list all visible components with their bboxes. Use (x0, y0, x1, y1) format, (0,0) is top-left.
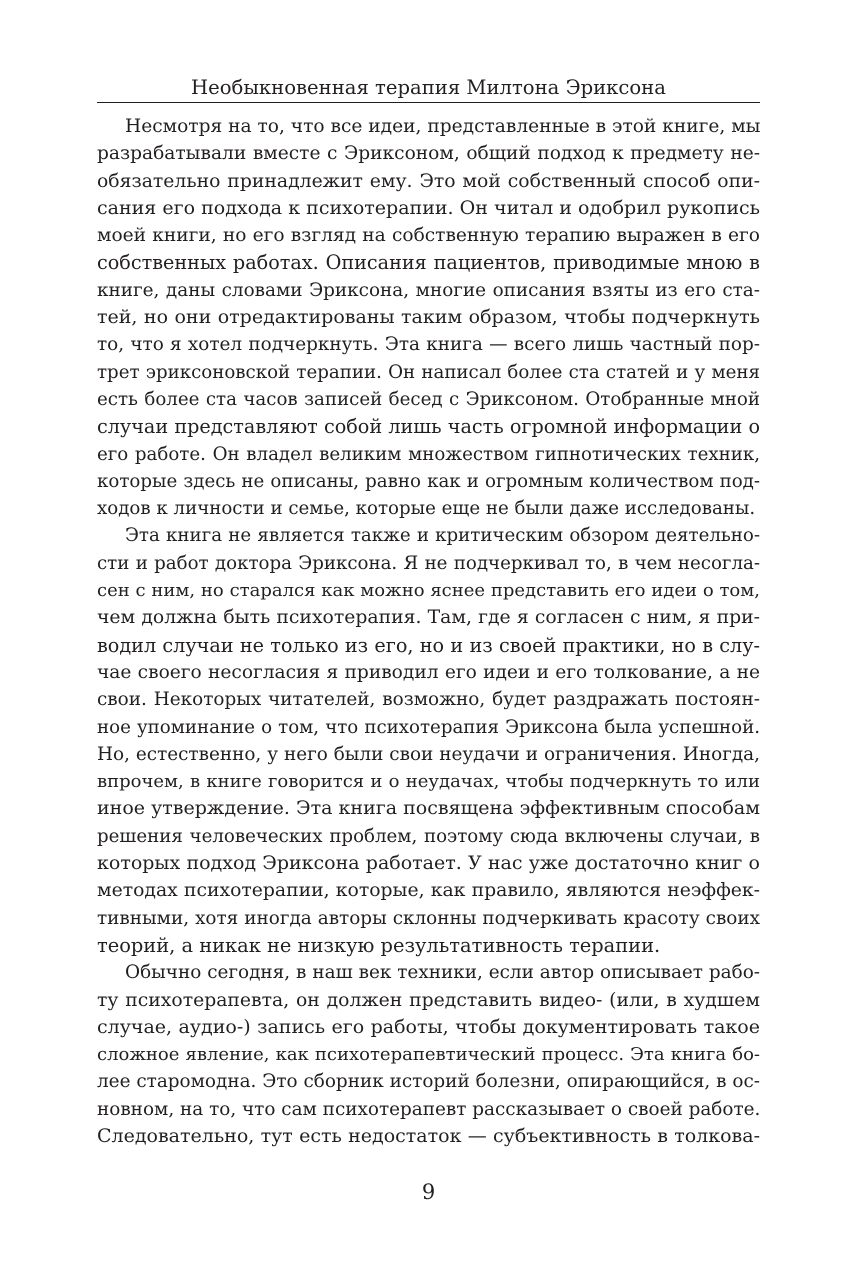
text-line: водил случаи не только из его, но и из своей практики, но в слу- (97, 633, 760, 657)
text-line: разрабатывали вместе с Эриксоном, общий подход к предмету не- (97, 143, 760, 165)
text-line: лее старомодна. Это сборник историй болезни, опирающийся, в ос- (97, 1071, 760, 1093)
text-line: новном, на то, что сам психотерапевт рассказывает о своей работе. (97, 1098, 761, 1120)
text-line: есть более ста часов записей бесед с Эриксоном. Отобранные мной (97, 388, 760, 410)
text-line: чем должна быть психотерапия. Там, где я согласен с ним, я при- (97, 607, 760, 629)
text-line: Следовательно, тут есть недостаток — субъективность в толкова- (97, 1124, 760, 1147)
text-line: сложное явление, как психотерапевтический процесс. Эта книга бо- (97, 1044, 760, 1066)
running-header-title: Необыкновенная терапия Милтона Эриксона (191, 76, 666, 99)
paragraph-3 (97, 959, 760, 1150)
text-line: чае своего несогласия я приводил его идеи и его толкование, а не (97, 661, 760, 683)
text-line: книге, даны словами Эриксона, многие описания взяты из его ста- (97, 279, 760, 301)
text-line: иное утверждение. Эта книга посвящена эффективным способам (97, 797, 760, 820)
page-number: 9 (421, 1180, 436, 1204)
header-rule (97, 102, 760, 103)
text-line: решения человеческих проблем, поэтому сюда включены случаи, в (97, 825, 760, 847)
text-line: сен с ним, но старался как можно яснее представить его идеи о том, (97, 580, 760, 602)
text-line: собственных работах. Описания пациентов, приводимые мною в (97, 251, 760, 275)
paragraph-2 (97, 522, 760, 959)
text-line: Обычно сегодня, в наш век техники, если автор описывает рабо- (125, 962, 760, 984)
text-line: тивными, хотя иногда авторы склонны подчеркивать красоту своих (97, 907, 760, 929)
text-line: трет эриксоновской терапии. Он написал более ста статей и у меня (97, 361, 760, 383)
text-line: то, что я хотел подчеркнуть. Эта книга — всего лишь частный пор- (97, 334, 760, 356)
text-line: которые здесь не описаны, равно как и огромным количеством под- (97, 470, 760, 492)
text-line: сти и работ доктора Эриксона. Я не подчеркивал то, в чем несогла- (97, 552, 760, 574)
text-line: ное упоминание о том, что психотерапия Эриксона была успешной. (97, 716, 760, 738)
paragraph-1 (97, 113, 760, 522)
text-line: Несмотря на то, что все идеи, представленные в этой книге, мы (125, 116, 761, 137)
text-line: обязательно принадлежит ему. Это мой собственный способ опи- (97, 170, 760, 192)
text-line: теорий, а никак не низкую результативность терапии. (97, 933, 661, 957)
text-line: случаи представляют собой лишь часть огромной информации о (97, 415, 760, 439)
text-line: Эта книга не является также и критическим обзором деятельно- (125, 525, 760, 547)
text-line: сания его подхода к психотерапии. Он читал и одобрил рукопись (97, 196, 760, 219)
text-line: тей, но они отредактированы таким образом, чтобы подчеркнуть (97, 306, 760, 329)
text-line: случае, аудио-) запись его работы, чтобы документировать такое (97, 1015, 760, 1038)
text-line: его работе. Он владел великим множеством гипнотических техник, (97, 443, 760, 465)
text-line: методах психотерапии, которые, как правило, являются неэффек- (97, 880, 760, 902)
text-line: ту психотерапевта, он должен представить видео- (или, в худшем (97, 989, 760, 1011)
text-line: впрочем, в книге говорится и о неудачах, чтобы подчеркнуть то или (97, 771, 760, 793)
text-line: которых подход Эриксона работает. У нас уже достаточно книг о (97, 852, 760, 875)
text-line: моей книги, но его взгляд на собственную терапию выражен в его (97, 225, 760, 247)
text-line: ходов к личности и семье, которые еще не были даже исследованы. (97, 498, 756, 520)
text-line: свои. Некоторых читателей, возможно, будет раздражать постоян- (97, 689, 760, 711)
body-text (97, 113, 760, 1150)
text-line: Но, естественно, у него были свои неудачи и ограничения. Иногда, (97, 743, 760, 765)
